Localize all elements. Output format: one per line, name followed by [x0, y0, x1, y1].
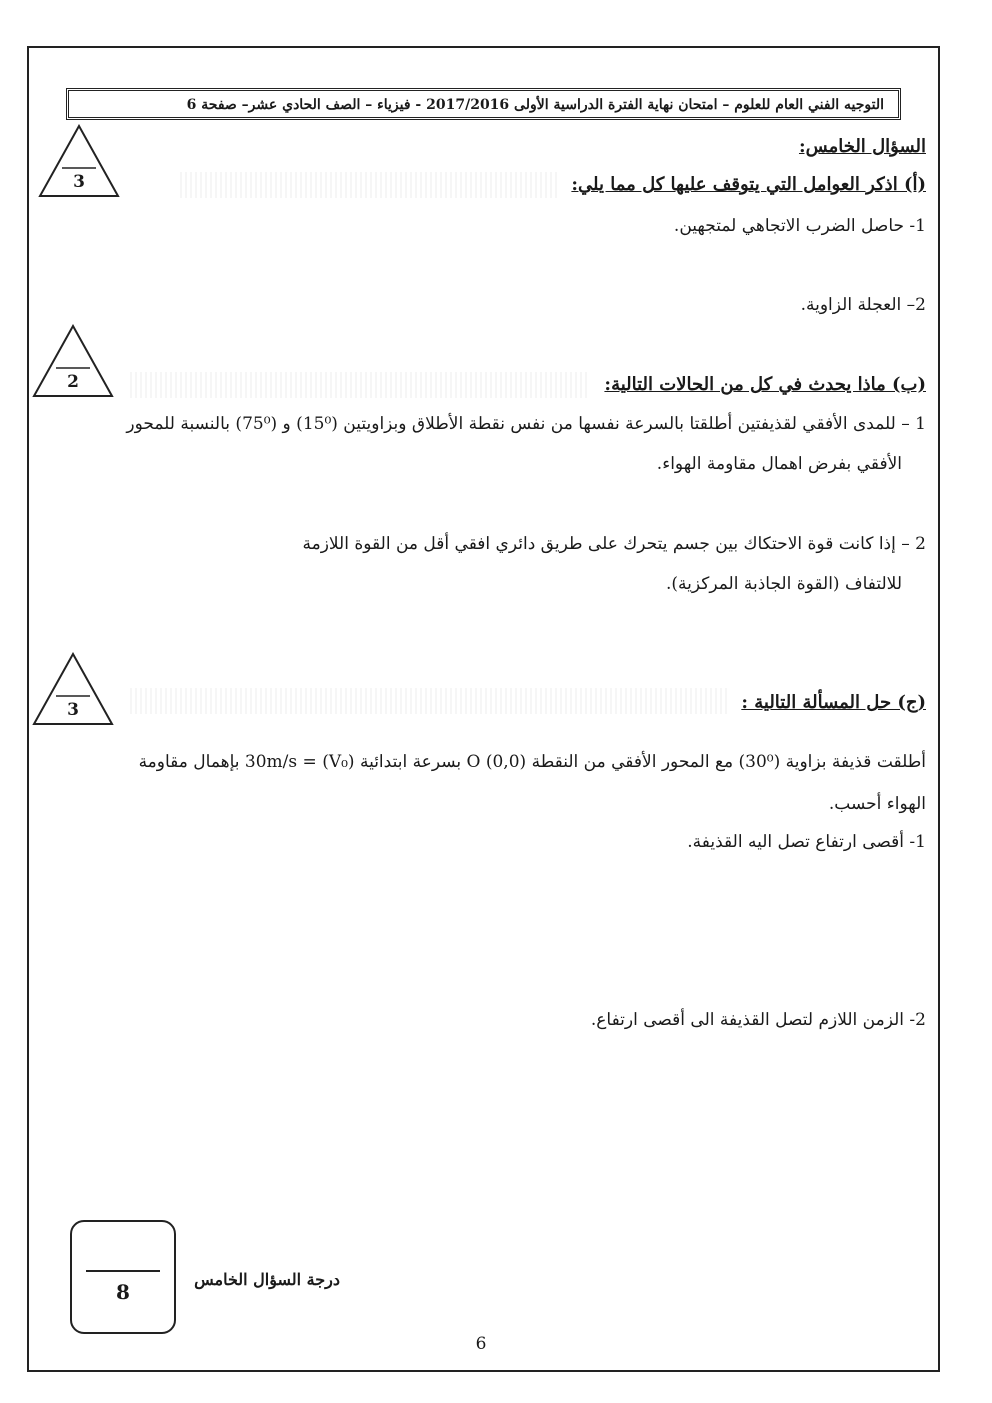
total-score-box — [70, 1220, 176, 1334]
score-triangle-b — [32, 324, 114, 398]
part-b-item-1-line-1: 1 – للمدى الأفقي لقذيفتين أطلقتا بالسرعة نفسها من نفس نقطة الأطلاق وبزاويتين (15⁰) و (75⁰) بالنسبة للمحور — [126, 414, 926, 434]
part-c-problem-line-1: أطلقت قذيفة بزاوية (30⁰) مع المحور الأفقي من النقطة O (0,0) بسرعة ابتدائية (V₀) = 30m/s بإهمال مقاومة — [138, 752, 926, 772]
part-c-item-2: 2- الزمن اللازم لتصل القذيفة الى أقصى ارتفاع. — [590, 1010, 926, 1030]
scan-noise — [130, 372, 590, 398]
total-score-label: درجة السؤال الخامس — [194, 1270, 340, 1289]
header-text: التوجيه الفني العام للعلوم – امتحان نهاية الفترة الدراسية الأولى 2017/2016 - فيزياء – الصف الحادي عشر– صفحة 6 — [186, 97, 884, 113]
question-title: السؤال الخامس: — [798, 136, 926, 157]
total-score-divider — [86, 1270, 160, 1272]
part-b-title: (ب) ماذا يحدث في كل من الحالات التالية: — [604, 374, 926, 395]
score-a: 3 — [73, 172, 85, 192]
part-c-item-1: 1- أقصى ارتفاع تصل اليه القذيفة. — [687, 832, 926, 852]
score-b: 2 — [67, 372, 79, 392]
part-c-problem-line-2: الهواء أحسب. — [828, 794, 926, 814]
part-a-item-1: 1- حاصل الضرب الاتجاهي لمتجهين. — [673, 216, 926, 236]
scan-noise — [180, 172, 560, 198]
scan-noise — [130, 688, 730, 714]
part-b-item-2-line-2: للالتفاف (القوة الجاذبة المركزية). — [665, 574, 902, 594]
score-triangle-a — [38, 124, 120, 198]
total-score: 8 — [116, 1280, 130, 1304]
page-number: 6 — [475, 1334, 487, 1354]
part-a-title: (أ) اذكر العوامل التي يتوقف عليها كل مما يلي: — [571, 174, 926, 195]
part-c-title: (ج) حل المسألة التالية : — [741, 692, 926, 713]
score-triangle-c — [32, 652, 114, 726]
exam-header — [66, 88, 901, 120]
part-a-item-2: 2– العجلة الزاوية. — [800, 295, 926, 315]
score-c: 3 — [67, 700, 79, 720]
part-b-item-2-line-1: 2 – إذا كانت قوة الاحتكاك بين جسم يتحرك على طريق دائري افقي أقل من القوة اللازمة — [302, 534, 926, 554]
part-b-item-1-line-2: الأفقي بفرض اهمال مقاومة الهواء. — [656, 454, 902, 474]
